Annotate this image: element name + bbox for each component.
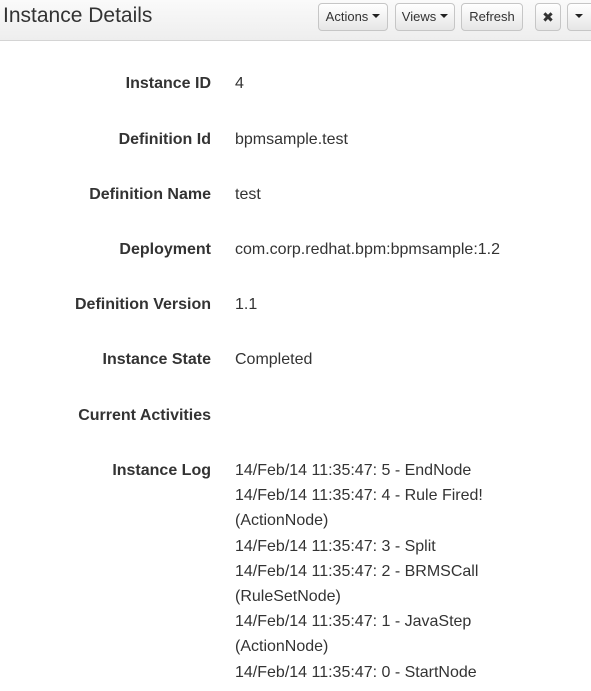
refresh-label: Refresh <box>469 9 515 24</box>
detail-label: Current Activities <box>78 407 211 424</box>
log-entry: 14/Feb/14 11:35:47: 3 - Split <box>235 537 436 555</box>
detail-label: Instance State <box>102 351 211 368</box>
detail-value: 1.1 <box>235 296 258 313</box>
detail-label: Definition Id <box>118 131 211 148</box>
actions-dropdown-button[interactable] <box>318 3 388 31</box>
refresh-button[interactable] <box>461 3 523 31</box>
close-button[interactable] <box>535 3 561 31</box>
log-entry: 14/Feb/14 11:35:47: 2 - BRMSCall (RuleSetNode) <box>235 562 479 606</box>
panel-header <box>0 0 591 41</box>
detail-label: Deployment <box>119 241 211 258</box>
detail-value: bpmsample.test <box>235 131 348 148</box>
detail-label: Definition Name <box>89 186 211 203</box>
log-entry: 14/Feb/14 11:35:47: 5 - EndNode <box>235 462 472 479</box>
detail-label: Instance Log <box>112 462 211 479</box>
page-title: Instance Details <box>3 4 153 27</box>
log-entry: 14/Feb/14 11:35:47: 4 - Rule Fired! (ActionNode) <box>235 487 483 530</box>
detail-value: test <box>235 186 261 203</box>
close-icon: ✖ <box>542 9 554 25</box>
instance-log-list <box>235 458 535 685</box>
caret-down-icon <box>575 14 583 18</box>
detail-value: Completed <box>235 351 313 368</box>
more-options-button[interactable] <box>567 3 591 31</box>
detail-label: Instance ID <box>125 75 211 92</box>
detail-value: com.corp.redhat.bpm:bpmsample:1.2 <box>235 241 501 258</box>
log-entry: 14/Feb/14 11:35:47: 0 - StartNode <box>235 663 477 681</box>
detail-value: 4 <box>235 75 244 92</box>
views-label: Views <box>401 9 437 24</box>
log-entry: 14/Feb/14 11:35:47: 1 - JavaStep (ActionNode) <box>235 613 472 656</box>
caret-down-icon <box>440 14 448 18</box>
caret-down-icon <box>372 14 380 18</box>
views-dropdown-button[interactable] <box>395 3 455 31</box>
detail-label: Definition Version <box>74 296 211 313</box>
actions-label: Actions <box>325 9 369 24</box>
